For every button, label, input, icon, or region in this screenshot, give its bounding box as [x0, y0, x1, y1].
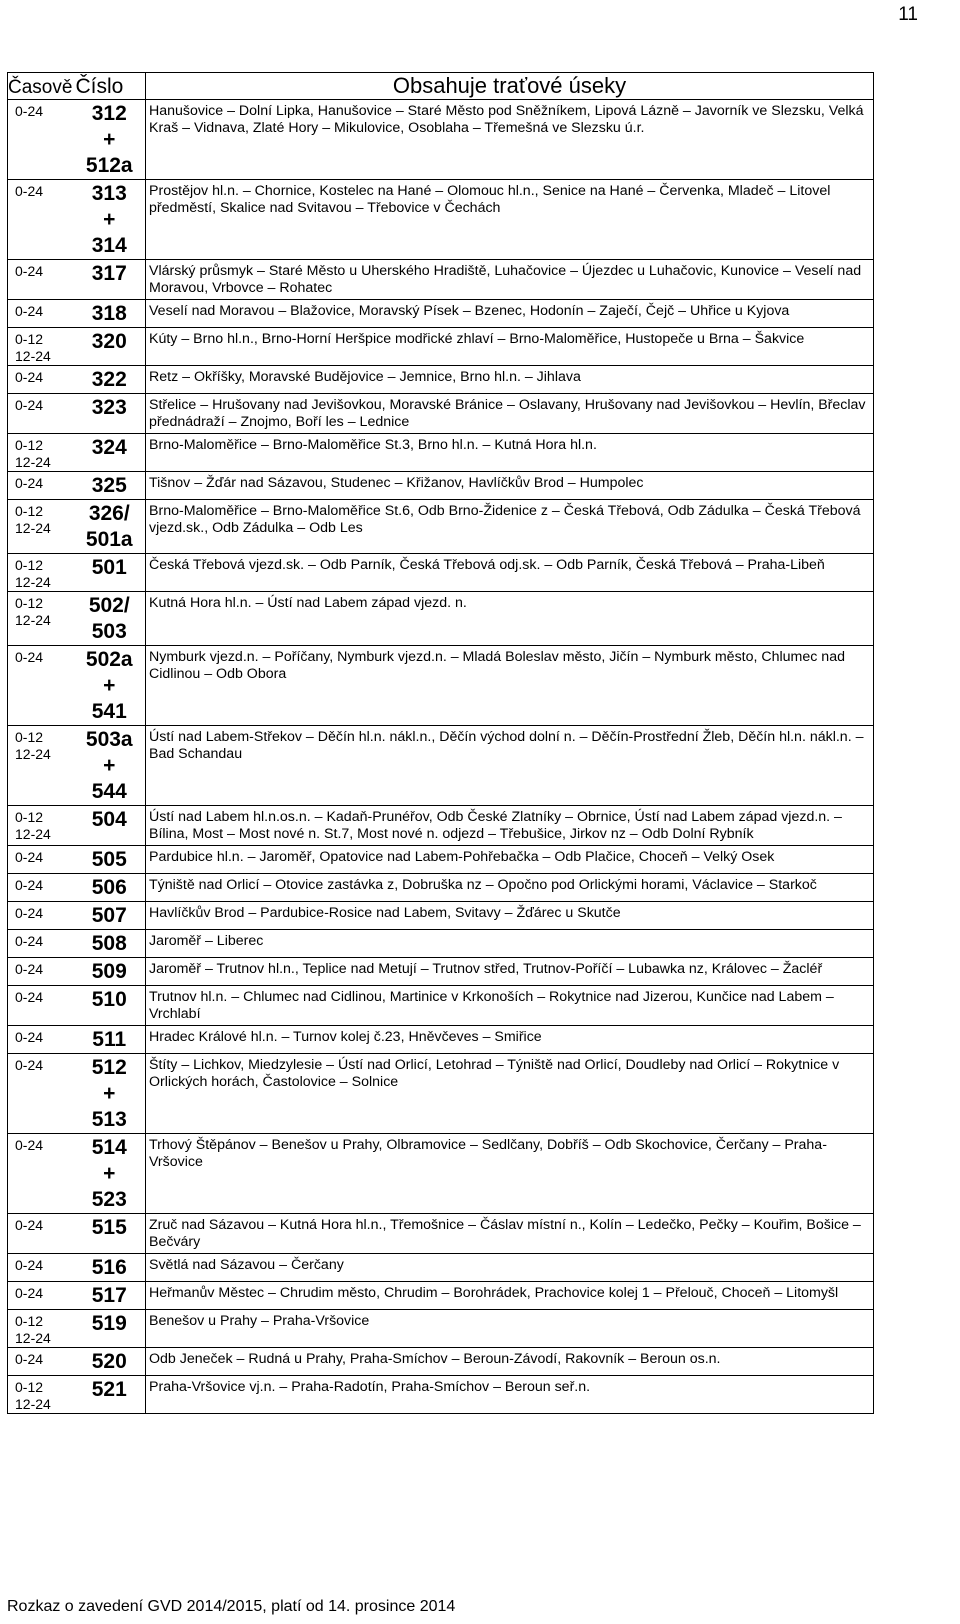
table-row: [8, 902, 874, 930]
number-cell: 510: [74, 986, 146, 1026]
table-row: [8, 592, 874, 646]
sections-cell: Štíty – Lichkov, Miedzylesie – Ústí nad Orlicí, Letohrad – Týniště nad Orlicí, Doudleby nad Orlicí – Rokytnice v Orlických horách, Častolovice – Solnice: [149, 1057, 840, 1090]
time-cell: 0-12 12-24: [15, 595, 51, 628]
number-cell: 508: [74, 930, 146, 958]
table-row: [8, 434, 874, 472]
table-row: [8, 260, 874, 300]
sections-cell: Ústí nad Labem-Střekov – Děčín hl.n. nákl.n., Děčín východ dolní n. – Děčín-Prostřední Žleb, Děčín hl.n. nákl.n. – Bad Schandau: [149, 729, 864, 762]
time-cell: 0-24: [15, 1351, 44, 1367]
time-cell: 0-24: [15, 1217, 44, 1233]
sections-cell: Jaroměř – Trutnov hl.n., Teplice nad Metují – Trutnov střed, Trutnov-Poříčí – Lubawka nz, Královec – Žacléř: [149, 961, 823, 977]
time-cell: 0-24: [15, 905, 44, 921]
number-cell: 506: [74, 874, 146, 902]
number-cell: 507: [74, 902, 146, 930]
table-row: [8, 1310, 874, 1348]
sections-cell: Havlíčkův Brod – Pardubice-Rosice nad Labem, Svitavy – Žďárec u Skutče: [149, 905, 621, 921]
time-cell: 0-24: [15, 263, 44, 279]
table-row: [8, 500, 874, 554]
sections-cell: Hradec Králové hl.n. – Turnov kolej č.23, Hněvčeves – Smiřice: [149, 1029, 542, 1045]
header-number: Číslo: [74, 73, 146, 100]
time-cell: 0-12 12-24: [15, 503, 51, 536]
number-cell: 502/ 503: [74, 592, 146, 646]
table-row: [8, 930, 874, 958]
table-row: [8, 646, 874, 726]
sections-cell: Kúty – Brno hl.n., Brno-Horní Heršpice modřické zhlaví – Brno-Maloměřice, Hustopeče u Brna – Šakvice: [149, 331, 805, 347]
page-number: 11: [898, 4, 918, 25]
number-cell: 318: [74, 300, 146, 328]
sections-cell: Ústí nad Labem hl.n.os.n. – Kadaň-Prunéřov, Odb České Zlatníky – Obrnice, Ústí nad Labem západ vjezd.n. – Bílina, Most – Most nové n. St.7, Most nové n. odjezd – Třebušice, Jirkov nz – Odb Dolní Rybník: [149, 809, 842, 842]
number-cell: 517: [74, 1282, 146, 1310]
track-sections-table: [7, 72, 874, 1414]
table-row: [8, 1348, 874, 1376]
number-cell: 312 + 512a: [74, 100, 146, 180]
table-row: [8, 846, 874, 874]
time-cell: 0-24: [15, 369, 44, 385]
number-cell: 320: [74, 328, 146, 366]
time-cell: 0-12 12-24: [15, 729, 51, 762]
sections-cell: Trutnov hl.n. – Chlumec nad Cidlinou, Martinice v Krkonoších – Rokytnice nad Jizerou, Kunčice nad Labem – Vrchlabí: [149, 989, 834, 1022]
table-row: [8, 874, 874, 902]
number-cell: 326/ 501a: [74, 500, 146, 554]
time-cell: 0-24: [15, 989, 44, 1005]
number-cell: 514 + 523: [74, 1134, 146, 1214]
time-cell: 0-24: [15, 475, 44, 491]
sections-cell: Česká Třebová vjezd.sk. – Odb Parník, Česká Třebová odj.sk. – Odb Parník, Česká Třebová – Praha-Libeň: [149, 557, 825, 573]
sections-cell: Trhový Štěpánov – Benešov u Prahy, Olbramovice – Sedlčany, Dobříš – Odb Skochovice, Čerčany – Praha-Vršovice: [149, 1137, 827, 1170]
sections-cell: Hanušovice – Dolní Lipka, Hanušovice – Staré Město pod Sněžníkem, Lipová Lázně – Javorník ve Slezsku, Velká Kraš – Vidnava, Zlaté Hory – Mikulovice, Osoblaha – Třemešná ve Slezsku ú.r.: [149, 103, 864, 136]
table-row: [8, 1214, 874, 1254]
number-cell: 313 + 314: [74, 180, 146, 260]
time-cell: 0-12 12-24: [15, 557, 51, 590]
time-cell: 0-24: [15, 1057, 44, 1073]
sections-cell: Zruč nad Sázavou – Kutná Hora hl.n., Třemošnice – Čáslav místní n., Kolín – Ledečko, Pečky – Kouřim, Bošice – Bečváry: [149, 1217, 861, 1250]
time-cell: 0-12 12-24: [15, 1313, 51, 1346]
number-cell: 519: [74, 1310, 146, 1348]
number-cell: 505: [74, 846, 146, 874]
time-cell: 0-12 12-24: [15, 809, 51, 842]
sections-cell: Vlárský průsmyk – Staré Město u Uherského Hradiště, Luhačovice – Újezdec u Luhačovic, Kunovice – Veselí nad Moravou, Vrbovce – Rohatec: [149, 263, 862, 296]
table-row: [8, 394, 874, 434]
number-cell: 502a + 541: [74, 646, 146, 726]
time-cell: 0-24: [15, 849, 44, 865]
sections-cell: Prostějov hl.n. – Chornice, Kostelec na Hané – Olomouc hl.n., Senice na Hané – Červenka, Mladeč – Litovel předměstí, Skalice nad Svitavou – Třebovice v Čechách: [149, 183, 831, 216]
time-cell: 0-12 12-24: [15, 331, 51, 364]
number-cell: 509: [74, 958, 146, 986]
number-cell: 504: [74, 806, 146, 846]
time-cell: 0-24: [15, 933, 44, 949]
table-row: [8, 300, 874, 328]
time-cell: 0-24: [15, 183, 44, 199]
sections-cell: Brno-Maloměřice – Brno-Maloměřice St.3, Brno hl.n. – Kutná Hora hl.n.: [149, 437, 597, 453]
table-row: [8, 554, 874, 592]
table-row: [8, 1282, 874, 1310]
time-cell: 0-24: [15, 397, 44, 413]
time-cell: 0-24: [15, 1029, 44, 1045]
time-cell: 0-24: [15, 1137, 44, 1153]
number-cell: 501: [74, 554, 146, 592]
sections-cell: Retz – Okříšky, Moravské Budějovice – Jemnice, Brno hl.n. – Jihlava: [149, 369, 581, 385]
number-cell: 325: [74, 472, 146, 500]
time-cell: 0-24: [15, 1257, 44, 1273]
sections-cell: Odb Jeneček – Rudná u Prahy, Praha-Smíchov – Beroun-Závodí, Rakovník – Beroun os.n.: [149, 1351, 721, 1367]
time-cell: 0-24: [15, 877, 44, 893]
number-cell: 317: [74, 260, 146, 300]
number-cell: 512 + 513: [74, 1054, 146, 1134]
table-header-row: [8, 73, 874, 100]
table-row: [8, 1026, 874, 1054]
number-cell: 516: [74, 1254, 146, 1282]
time-cell: 0-24: [15, 303, 44, 319]
number-cell: 503a + 544: [74, 726, 146, 806]
time-cell: 0-24: [15, 103, 44, 119]
sections-cell: Tišnov – Žďár nad Sázavou, Studenec – Křižanov, Havlíčkův Brod – Humpolec: [149, 475, 644, 491]
sections-cell: Brno-Maloměřice – Brno-Maloměřice St.6, Odb Brno-Židenice z – Česká Třebová, Odb Zádulka – Česká Třebová vjezd.sk., Odb Zádulka – Odb Les: [149, 503, 861, 536]
sections-cell: Světlá nad Sázavou – Čerčany: [149, 1257, 344, 1273]
time-cell: 0-12 12-24: [15, 1379, 51, 1412]
table-row: [8, 366, 874, 394]
table-row: [8, 806, 874, 846]
table-row: [8, 1054, 874, 1134]
time-cell: 0-12 12-24: [15, 437, 51, 470]
table-row: [8, 726, 874, 806]
table-row: [8, 328, 874, 366]
header-time: Časově: [8, 73, 74, 100]
table-row: [8, 1254, 874, 1282]
table-row: [8, 472, 874, 500]
table-row: [8, 1376, 874, 1414]
sections-cell: Veselí nad Moravou – Blažovice, Moravský Písek – Bzenec, Hodonín – Zaječí, Čejč – Uhřice u Kyjova: [149, 303, 790, 319]
time-cell: 0-24: [15, 1285, 44, 1301]
table-row: [8, 1134, 874, 1214]
sections-cell: Týniště nad Orlicí – Otovice zastávka z, Dobruška nz – Opočno pod Orlickými horami, Václavice – Starkoč: [149, 877, 817, 893]
table-row: [8, 180, 874, 260]
number-cell: 521: [74, 1376, 146, 1414]
sections-cell: Střelice – Hrušovany nad Jevišovkou, Moravské Bránice – Oslavany, Hrušovany nad Jevišovkou – Hevlín, Břeclav přednádraží – Znojmo, Boří les – Lednice: [149, 397, 866, 430]
sections-cell: Jaroměř – Liberec: [149, 933, 264, 949]
sections-cell: Pardubice hl.n. – Jaroměř, Opatovice nad Labem-Pohřebačka – Odb Plačice, Choceň – Velký Osek: [149, 849, 775, 865]
header-sections: Obsahuje traťové úseky: [146, 73, 874, 100]
time-cell: 0-24: [15, 649, 44, 665]
table-row: [8, 986, 874, 1026]
sections-cell: Benešov u Prahy – Praha-Vršovice: [149, 1313, 370, 1329]
sections-cell: Kutná Hora hl.n. – Ústí nad Labem západ vjezd. n.: [149, 595, 467, 611]
sections-cell: Nymburk vjezd.n. – Poříčany, Nymburk vjezd.n. – Mladá Boleslav město, Jičín – Nymburk město, Chlumec nad Cidlinou – Odb Obora: [149, 649, 845, 682]
table-row: [8, 958, 874, 986]
time-cell: 0-24: [15, 961, 44, 977]
table-row: [8, 100, 874, 180]
number-cell: 323: [74, 394, 146, 434]
number-cell: 520: [74, 1348, 146, 1376]
sections-cell: Heřmanův Městec – Chrudim město, Chrudim – Borohrádek, Prachovice kolej 1 – Přelouč, Choceň – Litomyšl: [149, 1285, 839, 1301]
number-cell: 324: [74, 434, 146, 472]
sections-cell: Praha-Vršovice vj.n. – Praha-Radotín, Praha-Smíchov – Beroun seř.n.: [149, 1379, 591, 1395]
number-cell: 322: [74, 366, 146, 394]
footer-note: Rozkaz o zavedení GVD 2014/2015, platí od 14. prosince 2014: [7, 1598, 456, 1615]
number-cell: 511: [74, 1026, 146, 1054]
number-cell: 515: [74, 1214, 146, 1254]
